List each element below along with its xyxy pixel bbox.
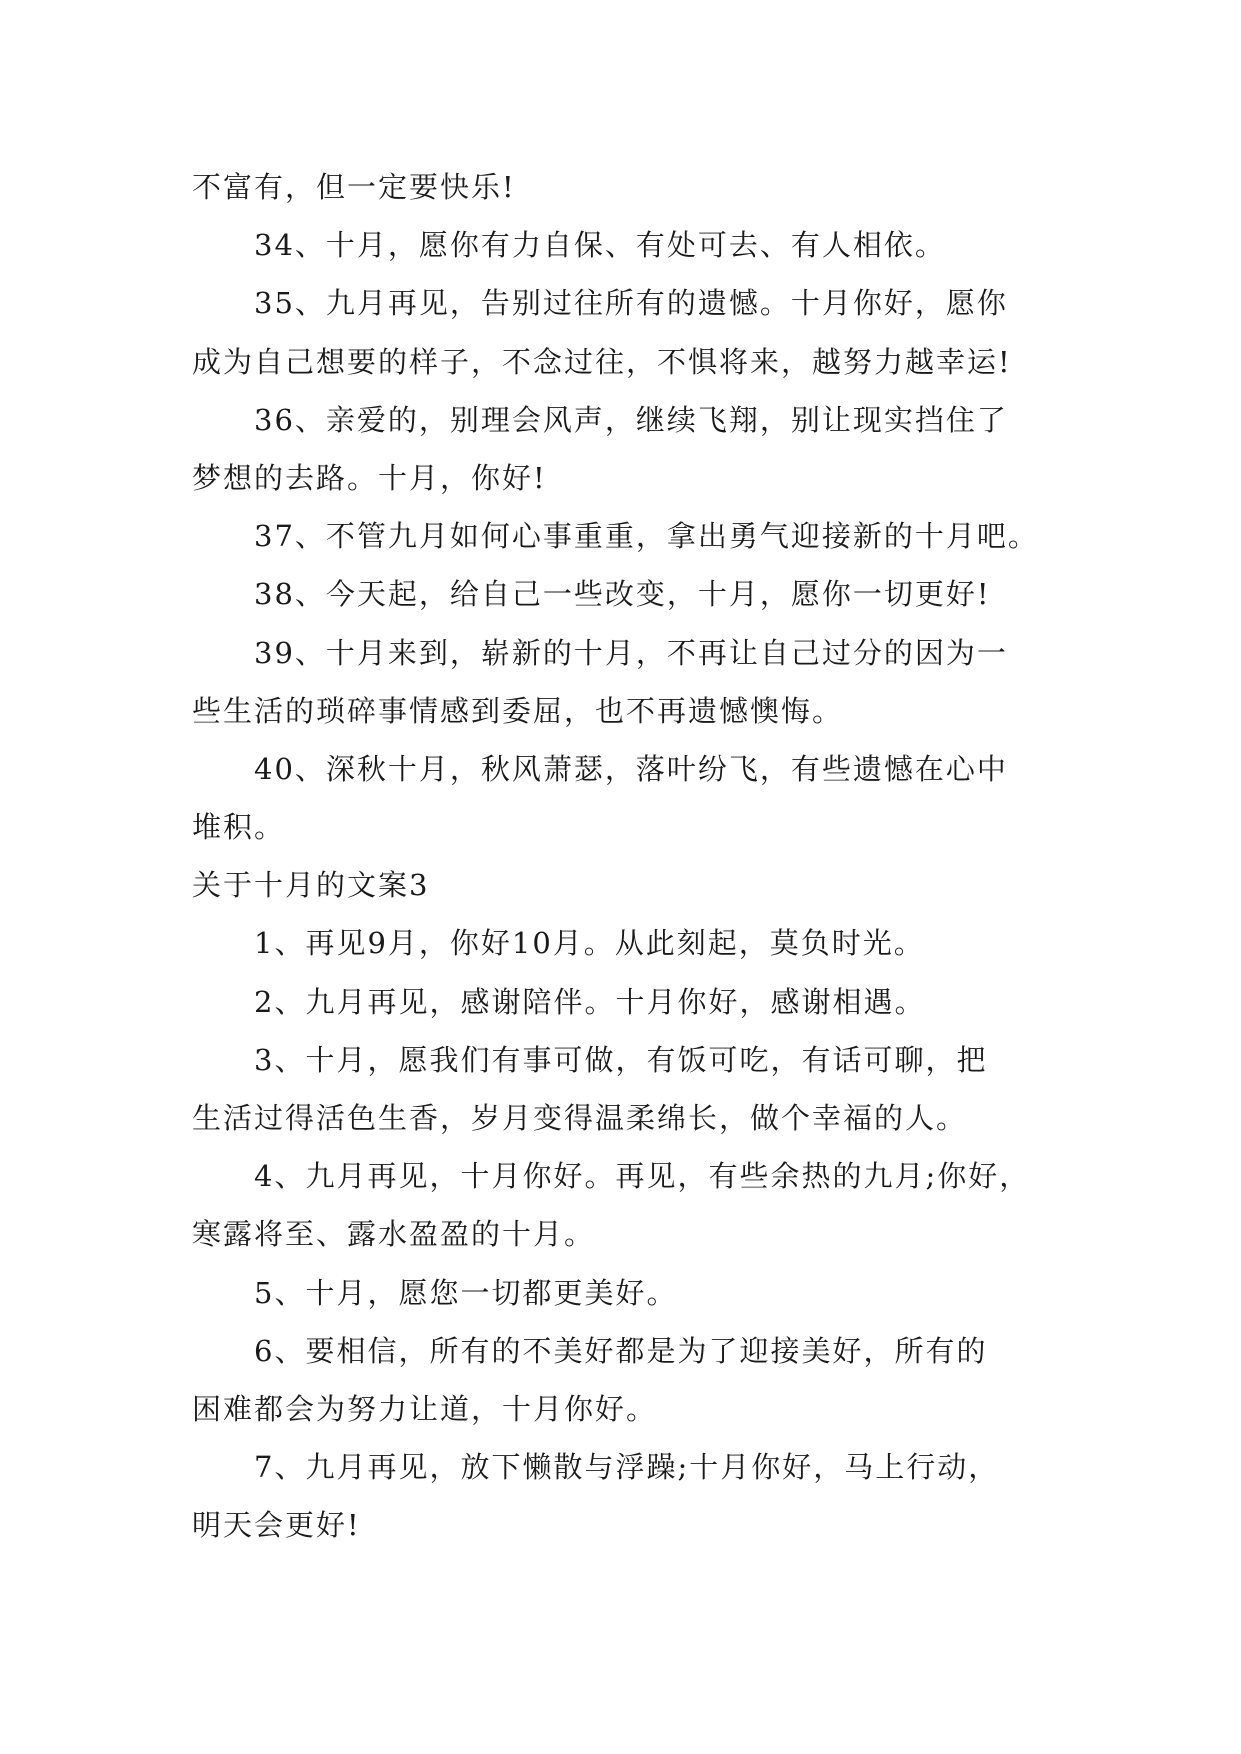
text-line: 38、今天起，给自己一些改变，十月，愿你一切更好! xyxy=(254,577,991,612)
text-line: 7、九月再见，放下懒散与浮躁;十月你好，马上行动， xyxy=(254,1450,1000,1485)
text-line: 37、不管九月如何心事重重，拿出勇气迎接新的十月吧。 xyxy=(254,519,1039,554)
text-line: 3、十月，愿我们有事可做，有饭可吃，有话可聊，把 xyxy=(254,1042,988,1077)
text-line: 生活过得活色生香，岁月变得温柔绵长，做个幸福的人。 xyxy=(192,1101,968,1135)
document-body xyxy=(192,158,1072,1555)
text-line: 梦想的去路。十月，你好! xyxy=(192,460,547,495)
text-line: 寒露将至、露水盈盈的十月。 xyxy=(192,1217,596,1252)
text-line: 1、再见9月，你好10月。从此刻起，莫负时光。 xyxy=(254,926,925,961)
text-line: 堆积。 xyxy=(192,810,286,845)
text-line: 40、深秋十月，秋风萧瑟，落叶纷飞，有些遗憾在心中 xyxy=(254,751,1008,786)
text-line: 34、十月，愿你有力自保、有处可去、有人相依。 xyxy=(254,228,946,263)
text-line: 不富有，但一定要快乐! xyxy=(192,170,516,204)
text-line: 36、亲爱的，别理会风声，继续飞翔，别让现实挡住了 xyxy=(254,402,1008,437)
text-line: 39、十月来到，崭新的十月，不再让自己过分的因为一 xyxy=(254,635,1008,670)
text-line: 4、九月再见，十月你好。再见，有些余热的九月;你好， xyxy=(254,1159,1031,1194)
text-line: 困难都会为努力让道，十月你好。 xyxy=(192,1391,658,1426)
text-line: 2、九月再见，感谢陪伴。十月你好，感谢相遇。 xyxy=(254,984,926,1019)
text-line: 明天会更好! xyxy=(192,1508,361,1543)
section-heading: 关于十月的文案3 xyxy=(192,868,430,903)
text-line: 6、要相信，所有的不美好都是为了迎接美好，所有的 xyxy=(254,1333,988,1368)
text-line: 成为自己想要的样子，不念过往，不惧将来，越努力越幸运! xyxy=(192,344,1012,379)
text-line: 35、九月再见，告别过往所有的遗憾。十月你好，愿你 xyxy=(254,286,1008,321)
text-line: 5、十月，愿您一切都更美好。 xyxy=(254,1275,678,1310)
text-line: 些生活的琐碎事情感到委屈，也不再遗憾懊悔。 xyxy=(192,693,844,728)
